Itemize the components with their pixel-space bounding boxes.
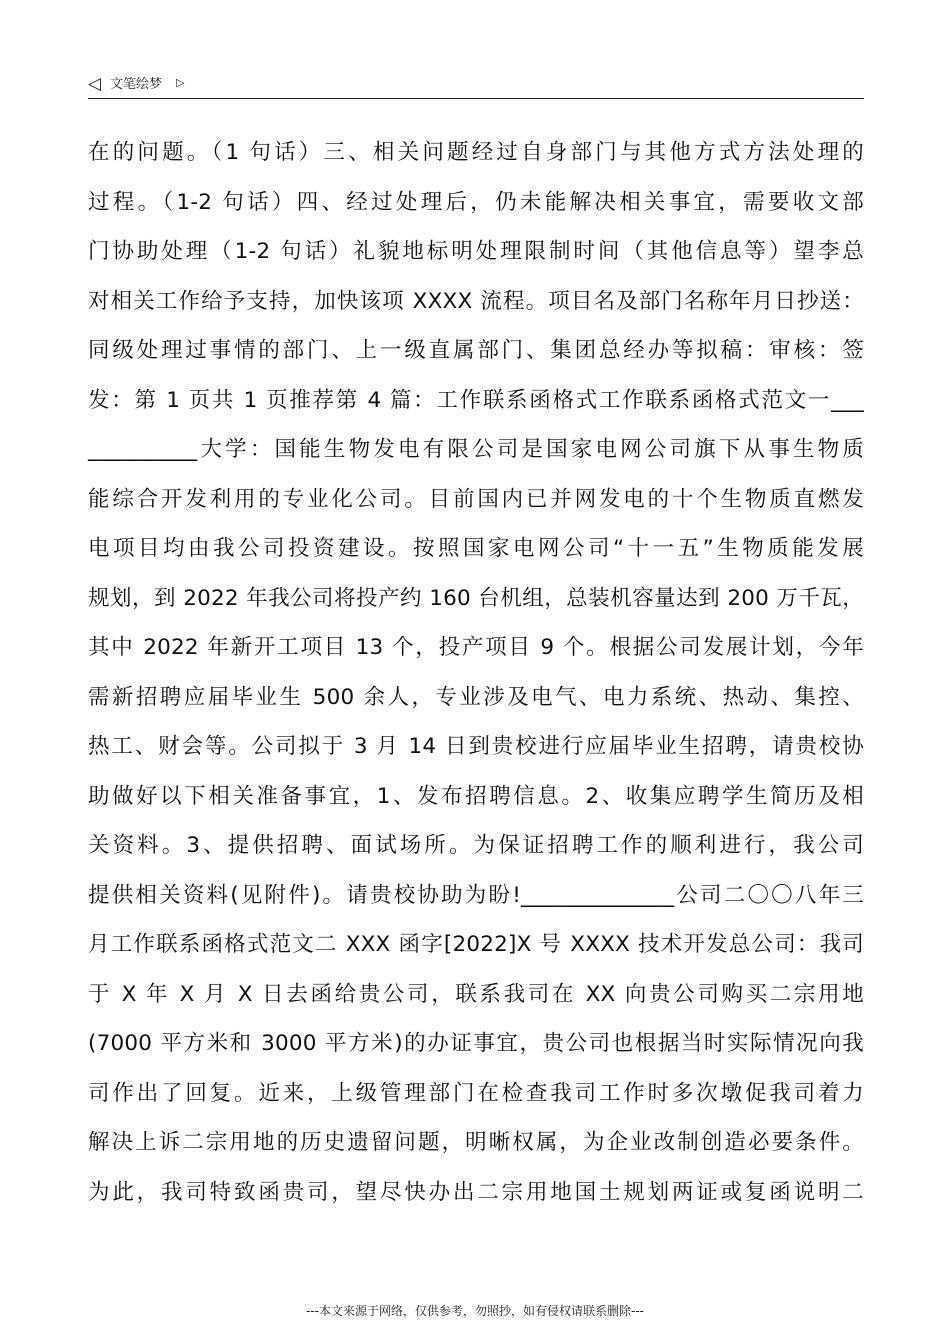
body-line: 在的问题。（1 句话）三、相关问题经过自身部门与其他方式方法处理的: [88, 140, 864, 165]
body-line: 解决上诉二宗用地的历史遗留问题，明晰权属，为企业改制创造必要条件。: [88, 1130, 864, 1155]
document-body: [88, 128, 864, 1217]
left-triangle-icon: ◁: [88, 74, 102, 94]
body-line: 提供相关资料(见附件)。请贵校协助为盼!______________公司二〇〇八年三: [88, 882, 864, 908]
body-line: 能综合开发利用的专业化公司。目前国内已并网发电的十个生物质直燃发: [88, 486, 864, 512]
body-line: 于 X 年 X 月 X 日去函给贵公司，联系我司在 XX 向贵公司购买二宗用地: [88, 981, 864, 1007]
body-line: 司作出了回复。近来，上级管理部门在检查我司工作时多次墩促我司着力: [88, 1080, 864, 1106]
body-line: 规划，到 2022 年我公司将投产约 160 台机组，总装机容量达到 200 万千瓦，: [88, 585, 864, 611]
page-footer: ---本文来源于网络，仅供参考，勿照抄，如有侵权请联系删除---: [306, 1304, 644, 1318]
body-line: 同级处理过事情的部门、上一级直属部门、集团总经办等拟稿：审核：签: [88, 338, 864, 363]
body-line: (7000 平方米和 3000 平方米)的办证事宜，贵公司也根据当时实际情况向我: [88, 1031, 864, 1056]
body-line: 发：第 1 页共 1 页推荐第 4 篇：工作联系函格式工作联系函格式范文一___: [88, 387, 864, 413]
page-header: [88, 72, 864, 99]
header-title: 文笔绘梦: [110, 77, 163, 92]
body-line: __________大学：国能生物发电有限公司是国家电网公司旗下从事生物质: [88, 437, 864, 462]
body-line: 热工、财会等。公司拟于 3 月 14 日到贵校进行应届毕业生招聘，请贵校协: [88, 734, 864, 759]
body-line: 过程。（1-2 句话）四、经过处理后，仍未能解决相关事宜，需要收文部: [88, 189, 864, 215]
body-line: 需新招聘应届毕业生 500 余人，专业涉及电气、电力系统、热动、集控、: [88, 684, 864, 710]
body-line: 月工作联系函格式范文二 XXX 函字[2022]X 号 XXXX 技术开发总公司：我司: [88, 932, 864, 957]
body-line: 助做好以下相关准备事宜，1、发布招聘信息。2、收集应聘学生简历及相: [88, 783, 864, 809]
body-line: 为此，我司特致函贵司，望尽快办出二宗用地国土规划两证或复函说明二: [88, 1179, 864, 1205]
right-triangle-icon: ▷: [176, 76, 185, 89]
body-line: 电项目均由我公司投资建设。按照国家电网公司“十一五”生物质能发展: [88, 536, 864, 561]
body-line: 其中 2022 年新开工项目 13 个，投产项目 9 个。根据公司发展计划，今年: [88, 635, 864, 660]
body-line: 关资料。3、提供招聘、面试场所。为保证招聘工作的顺利进行，我公司: [88, 833, 864, 858]
body-line: 对相关工作给予支持，加快该项 XXXX 流程。项目名及部门名称年月日抄送：: [88, 288, 864, 314]
body-line: 门协助处理（1-2 句话）礼貌地标明处理限制时间（其他信息等）望李总: [88, 239, 864, 264]
